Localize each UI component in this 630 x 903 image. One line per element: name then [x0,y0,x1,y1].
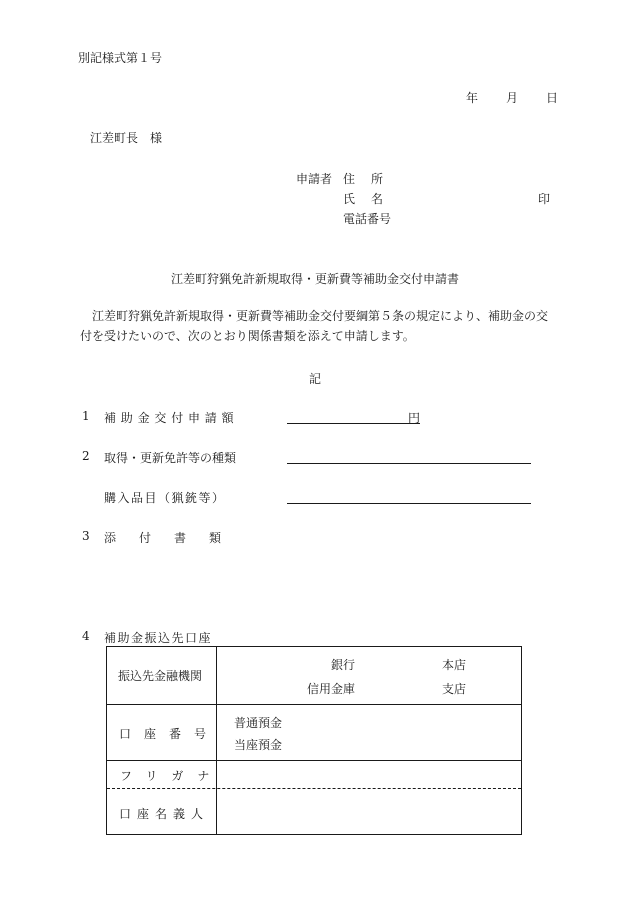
branch-option-main[interactable]: 本店 [442,658,467,672]
seal-mark: 印 [538,192,551,206]
yen-unit: 円 [407,411,420,425]
form-number: 別記様式第１号 [78,51,163,65]
branch-option-branch[interactable]: 支店 [442,682,467,696]
date-year-label: 年 [466,91,479,105]
addressee: 江差町長 様 [90,131,163,145]
item-label-attachments: 添付書類 [104,531,245,545]
bank-option-bank[interactable]: 銀行 [331,658,356,672]
name-label: 氏名 [343,192,400,206]
bank-label: 振込先金融機関 [118,669,203,683]
date-day-label: 日 [546,91,559,105]
subsidy-amount-field[interactable] [287,409,420,424]
date-line [466,89,558,106]
account-type-ordinary[interactable]: 普通預金 [234,716,283,730]
item-label-bank-account: 補助金振込先口座 [104,631,213,645]
furigana-label: フリガナ [120,769,224,783]
item-number-2: 2 [82,449,90,463]
item-label-license-type: 取得・更新免許等の種類 [104,451,237,465]
phone-label: 電話番号 [343,212,392,226]
document-body: 江差町狩猟免許新規取得・更新費等補助金交付要綱第５条の規定により、補助金の交付を受けたいので、次のとおり関係書類を添えて申請します。 [80,309,549,343]
table-row-divider-dashed [107,788,521,789]
account-number-label: 口座番号 [119,727,220,741]
item-number-3: 3 [82,529,90,543]
address-label: 住所 [343,172,400,186]
account-holder-label: 口座名義人 [119,807,210,821]
item-number-1: 1 [82,409,90,423]
table-row-divider [107,760,521,761]
item-number-4: 4 [82,629,90,643]
document-title: 江差町狩猟免許新規取得・更新費等補助金交付申請書 [170,272,459,286]
item-label-purchase: 購入品目（猟銃等） [104,491,226,505]
applicant-label: 申請者 [296,172,333,186]
item-label-subsidy-amount: 補助金交付申請額 [104,411,239,425]
purchase-item-field[interactable] [287,503,531,504]
bank-option-credit-union[interactable]: 信用金庫 [307,682,356,696]
account-type-checking[interactable]: 当座預金 [234,738,283,752]
bank-account-table [106,646,522,835]
ki-heading: 記 [308,372,321,386]
date-month-label: 月 [506,91,519,105]
license-type-field[interactable] [287,463,531,464]
table-row-divider [107,704,521,705]
